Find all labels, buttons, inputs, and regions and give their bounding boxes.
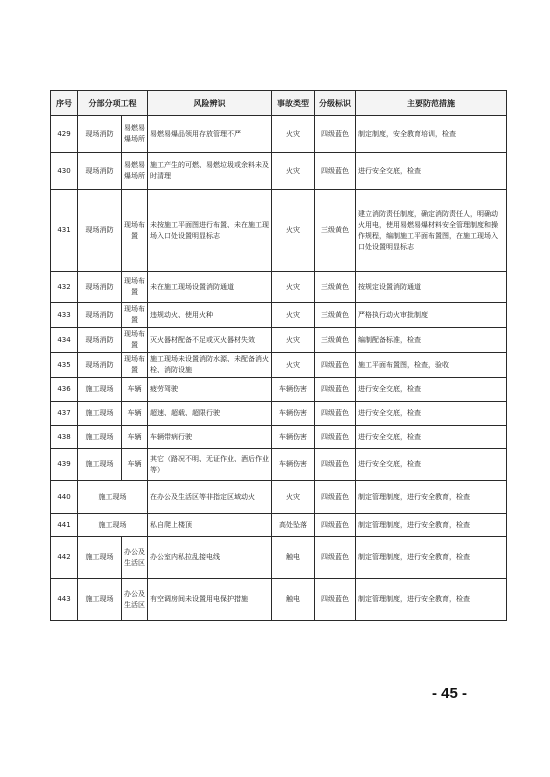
risk-level: 四级蓝色 (315, 537, 356, 579)
header-risk: 风险辨识 (148, 91, 272, 116)
accident-type: 触电 (272, 579, 315, 621)
row-number: 442 (51, 537, 78, 579)
accident-type: 触电 (272, 537, 315, 579)
row-number: 430 (51, 153, 78, 190)
table-row (51, 153, 507, 190)
table-row (51, 190, 507, 272)
row-number: 443 (51, 579, 78, 621)
accident-type: 车辆伤害 (272, 378, 315, 402)
accident-type: 车辆伤害 (272, 426, 315, 449)
prevention-measures: 制定管理制度，进行安全教育，检查 (356, 579, 507, 621)
row-number: 439 (51, 449, 78, 481)
accident-type: 火灾 (272, 116, 315, 153)
row-number: 440 (51, 481, 78, 514)
accident-type: 火灾 (272, 303, 315, 328)
category-main: 施工现场 (78, 514, 148, 537)
risk-level: 四级蓝色 (315, 481, 356, 514)
category-main: 施工现场 (78, 449, 122, 481)
table-row (51, 449, 507, 481)
header-category: 分部分项工程 (78, 91, 148, 116)
row-number: 437 (51, 402, 78, 426)
category-main: 现场消防 (78, 272, 122, 303)
table-row (51, 378, 507, 402)
table-body (51, 116, 507, 621)
risk-description: 车辆带病行驶 (148, 426, 272, 449)
category-sub: 办公及生活区 (122, 537, 148, 579)
table-header-row (51, 91, 507, 116)
table-row (51, 353, 507, 378)
risk-description: 办公室内私拉乱接电线 (148, 537, 272, 579)
category-main: 现场消防 (78, 303, 122, 328)
prevention-measures: 进行安全交底，检查 (356, 402, 507, 426)
table-row (51, 116, 507, 153)
category-main: 施工现场 (78, 579, 122, 621)
category-main: 施工现场 (78, 537, 122, 579)
risk-level: 三级黄色 (315, 190, 356, 272)
row-number: 429 (51, 116, 78, 153)
risk-level: 四级蓝色 (315, 116, 356, 153)
row-number: 435 (51, 353, 78, 378)
table-row (51, 303, 507, 328)
category-main: 施工现场 (78, 481, 148, 514)
category-main: 现场消防 (78, 153, 122, 190)
prevention-measures: 编制配备标准，检查 (356, 328, 507, 353)
accident-type: 车辆伤害 (272, 402, 315, 426)
prevention-measures: 制定管理制度，进行安全教育，检查 (356, 514, 507, 537)
header-level: 分级标识 (315, 91, 356, 116)
risk-description: 超速、超载、超限行驶 (148, 402, 272, 426)
risk-description: 其它（路况不明、无证作业、酒后作业等） (148, 449, 272, 481)
category-sub: 易燃易爆场所 (122, 153, 148, 190)
risk-level: 四级蓝色 (315, 514, 356, 537)
table-row (51, 514, 507, 537)
category-main: 现场消防 (78, 353, 122, 378)
category-main: 现场消防 (78, 116, 122, 153)
risk-level: 四级蓝色 (315, 153, 356, 190)
page-number: - 45 - (432, 685, 468, 702)
prevention-measures: 严格执行动火审批制度 (356, 303, 507, 328)
row-number: 431 (51, 190, 78, 272)
accident-type: 火灾 (272, 272, 315, 303)
category-sub: 现场布置 (122, 303, 148, 328)
table-row (51, 579, 507, 621)
risk-level: 三级黄色 (315, 272, 356, 303)
risk-description: 违规动火、使用火种 (148, 303, 272, 328)
category-sub: 现场布置 (122, 353, 148, 378)
row-number: 438 (51, 426, 78, 449)
row-number: 441 (51, 514, 78, 537)
category-main: 施工现场 (78, 402, 122, 426)
category-sub: 车辆 (122, 449, 148, 481)
accident-type: 火灾 (272, 153, 315, 190)
risk-description: 有空调房间未设置用电保护措施 (148, 579, 272, 621)
table-row (51, 402, 507, 426)
header-measures: 主要防范措施 (356, 91, 507, 116)
prevention-measures: 按规定设置消防通道 (356, 272, 507, 303)
risk-description: 施工现场未设置消防水源、未配备消火栓、消防设施 (148, 353, 272, 378)
risk-description: 易燃易爆品领用存放管理不严 (148, 116, 272, 153)
risk-level: 四级蓝色 (315, 449, 356, 481)
risk-description: 未在施工现场设置消防通道 (148, 272, 272, 303)
category-sub: 车辆 (122, 402, 148, 426)
accident-type: 火灾 (272, 328, 315, 353)
category-sub: 车辆 (122, 426, 148, 449)
row-number: 434 (51, 328, 78, 353)
risk-description: 疲劳驾驶 (148, 378, 272, 402)
prevention-measures: 进行安全交底，检查 (356, 153, 507, 190)
table-row (51, 537, 507, 579)
risk-level: 四级蓝色 (315, 402, 356, 426)
category-sub: 易燃易爆场所 (122, 116, 148, 153)
prevention-measures: 建立消防责任制度，确定消防责任人，明确动火用电，使用易燃易爆材料安全管理制度和操作规程，编制施工平面布置图，在施工现场入口处设置明显标志 (356, 190, 507, 272)
row-number: 436 (51, 378, 78, 402)
risk-description: 灭火器材配备不足或灭火器材失效 (148, 328, 272, 353)
accident-type: 车辆伤害 (272, 449, 315, 481)
risk-description: 未按施工平面图进行布置、未在施工现场入口处设置明显标志 (148, 190, 272, 272)
prevention-measures: 进行安全交底，检查 (356, 449, 507, 481)
risk-level: 三级黄色 (315, 328, 356, 353)
accident-type: 火灾 (272, 190, 315, 272)
table-row (51, 426, 507, 449)
accident-type: 火灾 (272, 481, 315, 514)
risk-description: 私自爬上楼顶 (148, 514, 272, 537)
risk-table (50, 90, 507, 621)
prevention-measures: 制定管理制度，进行安全教育，检查 (356, 481, 507, 514)
header-type: 事故类型 (272, 91, 315, 116)
prevention-measures: 制定管理制度，进行安全教育，检查 (356, 537, 507, 579)
prevention-measures: 进行安全交底，检查 (356, 378, 507, 402)
risk-description: 施工产生的可燃、易燃垃圾或余料未及时清理 (148, 153, 272, 190)
category-main: 施工现场 (78, 426, 122, 449)
risk-level: 四级蓝色 (315, 378, 356, 402)
row-number: 433 (51, 303, 78, 328)
prevention-measures: 制定制度，安全教育培训，检查 (356, 116, 507, 153)
prevention-measures: 施工平面布置图，检查，验收 (356, 353, 507, 378)
risk-description: 在办公及生活区等非指定区域动火 (148, 481, 272, 514)
category-sub: 办公及生活区 (122, 579, 148, 621)
accident-type: 高处坠落 (272, 514, 315, 537)
table-row (51, 481, 507, 514)
header-no: 序号 (51, 91, 78, 116)
prevention-measures: 进行安全交底，检查 (356, 426, 507, 449)
category-sub: 现场布置 (122, 328, 148, 353)
risk-level: 四级蓝色 (315, 426, 356, 449)
risk-level: 四级蓝色 (315, 579, 356, 621)
risk-level: 四级蓝色 (315, 353, 356, 378)
category-main: 施工现场 (78, 378, 122, 402)
category-main: 现场消防 (78, 190, 122, 272)
category-main: 现场消防 (78, 328, 122, 353)
category-sub: 现场布置 (122, 190, 148, 272)
row-number: 432 (51, 272, 78, 303)
category-sub: 现场布置 (122, 272, 148, 303)
table-row (51, 272, 507, 303)
risk-level: 三级黄色 (315, 303, 356, 328)
table-row (51, 328, 507, 353)
accident-type: 火灾 (272, 353, 315, 378)
category-sub: 车辆 (122, 378, 148, 402)
